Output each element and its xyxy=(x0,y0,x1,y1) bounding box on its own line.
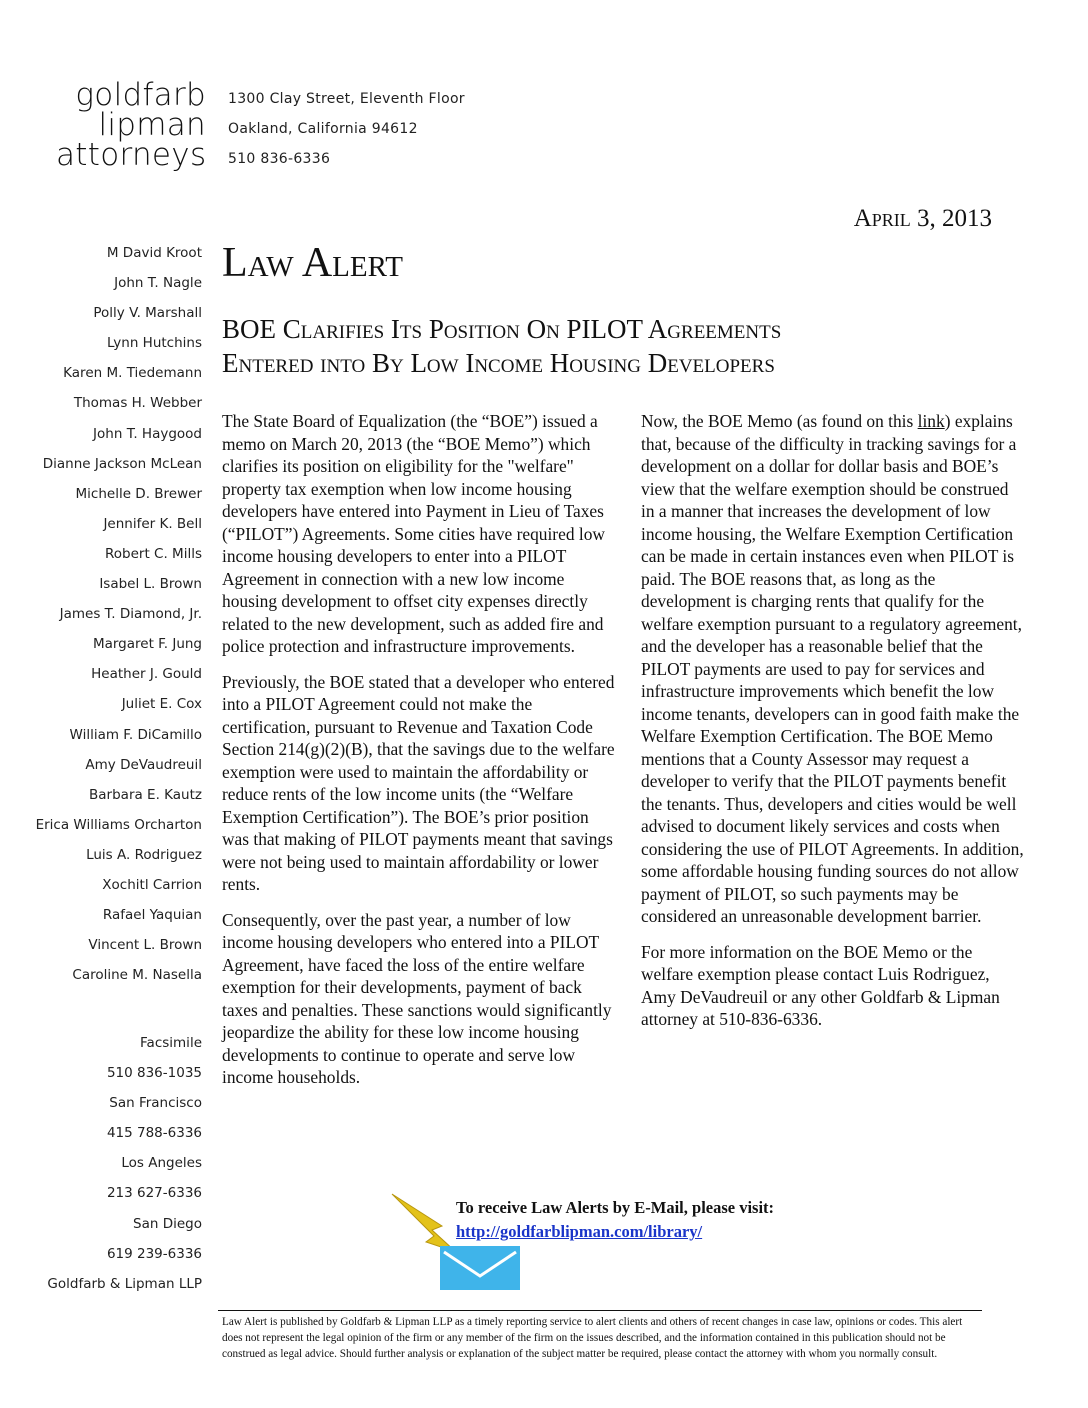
firm-name: Goldfarb & Lipman LLP xyxy=(47,1275,202,1292)
office-city: San Francisco xyxy=(109,1095,202,1112)
attorney-name: Jennifer K. Bell xyxy=(103,515,202,532)
attorney-name: James T. Diamond, Jr. xyxy=(59,606,202,623)
attorney-name: Erica Williams Orcharton xyxy=(35,816,202,833)
logo-line-attorneys: attorneys xyxy=(56,137,207,173)
address-street: 1300 Clay Street, Eleventh Floor xyxy=(228,91,465,107)
lightning-bolt-icon xyxy=(392,1194,456,1252)
attorney-name: Robert C. Mills xyxy=(105,545,202,562)
attorney-name: Thomas H. Webber xyxy=(73,395,202,412)
office-phone: 213 627-6336 xyxy=(106,1185,202,1202)
alert-date: April 3, 2013 xyxy=(853,205,992,232)
body-paragraph: The State Board of Equalization (the “BOE”) issued a memo on March 20, 2013 (the “BOE Memo”) which clarifies its position on eligibility for the "welfare" property tax exemption when low income housing developers have entered into Payment in Lieu of Taxes (“PILOT”) Agreements. Some cities have required low income housing developers to enter into a PILOT Agreement in connection with a new low income housing development to offset city expenses directly related to the new development, such as added fire and police protection and infrastructure improvements. xyxy=(222,411,605,656)
office-city: San Diego xyxy=(133,1215,202,1232)
attorney-name: Isabel L. Brown xyxy=(99,576,202,593)
email-prompt: To receive Law Alerts by E-Mail, please visit: xyxy=(456,1198,775,1217)
attorney-name: Vincent L. Brown xyxy=(88,937,202,954)
body-paragraph xyxy=(641,410,1025,928)
attorney-name: Xochitl Carrion xyxy=(102,876,202,893)
attorney-name: Juliet E. Cox xyxy=(121,696,202,713)
email-signup xyxy=(456,1196,774,1244)
firm-logo xyxy=(56,77,207,173)
address-city: Oakland, California 94612 xyxy=(228,121,418,137)
office-phone: 415 788-6336 xyxy=(106,1125,202,1142)
attorney-name: Luis A. Rodriguez xyxy=(86,846,202,863)
footer-divider xyxy=(218,1310,982,1311)
office-city: Los Angeles xyxy=(121,1155,202,1172)
page-title: Law Alert xyxy=(222,240,403,286)
address-phone: 510 836-6336 xyxy=(228,151,331,167)
article-column-right xyxy=(641,410,1025,1044)
attorney-name: Lynn Hutchins xyxy=(107,335,202,352)
logo-line-goldfarb: goldfarb xyxy=(75,77,206,113)
facsimile-label: Facsimile xyxy=(140,1035,202,1051)
article-column-left xyxy=(222,410,618,1102)
body-paragraph: Consequently, over the past year, a number of low income housing developers who entered into a PILOT Agreement, have faced the loss of the entire welfare exemption for their developments, payment of back taxes and penalties. These sanctions would significantly jeopardize the ability for these low income housing developments to continue to operate and serve low income households. xyxy=(222,909,612,1087)
attorney-name: Margaret F. Jung xyxy=(92,636,202,653)
logo-line-lipman: lipman xyxy=(98,107,206,143)
headline-line: BOE Clarifies Its Position On PILOT Agreements xyxy=(222,314,782,344)
paragraph-text: ) explains that, because of the difficulty in tracking savings for a development on a dollar for dollar basis and BOE’s view that the welfare exemption should be construed in a manner that increases the development of low income housing, the Welfare Exemption Certification can be made in certain instances even when PILOT is paid. The BOE reasons that, as long as the development is charging rents that qualify for the welfare exemption pursuant to a regulatory agreement, and the developer has a reasonable belief that the PILOT payments are used to pay for services and infrastructure improvements which benefit the low income tenants, developers can in good faith make the Welfare Exemption Certification. The BOE Memo mentions that a County Assessor may request a developer to verify that the PILOT payments benefit the tenants. Thus, developers and cities would be well advised to document likely services and costs when considering the use of PILOT Agreements. In addition, some affordable housing funding sources do not allow payment of PILOT, so such payments may be considered an unreasonable development barrier. xyxy=(641,411,1024,926)
attorney-name: Caroline M. Nasella xyxy=(72,967,202,984)
paragraph-text: Now, the BOE Memo (as found on this xyxy=(641,411,918,431)
attorney-name: Karen M. Tiedemann xyxy=(63,365,202,382)
attorney-name: John T. Nagle xyxy=(114,275,202,292)
headline-line: Entered into By Low Income Housing Developers xyxy=(222,348,775,378)
attorney-name: Barbara E. Kautz xyxy=(89,786,202,803)
firm-address xyxy=(228,88,465,178)
facsimile-number: 510 836-1035 xyxy=(106,1065,202,1082)
office-phone: 619 239-6336 xyxy=(106,1245,202,1262)
attorney-name: John T. Haygood xyxy=(93,425,202,442)
legal-disclaimer: Law Alert is published by Goldfarb & Lipman LLP as a timely reporting service to alert clients and others of recent changes in case law, opinions or codes. This alert does not represent the legal opinion of the firm or any member of the firm on the issues described, and the information contained in this publication should not be construed as legal advice. Should further analysis or explanation of the subject matter be required, please contact the attorney with whom you normally consult. xyxy=(222,1316,963,1360)
attorney-name: Dianne Jackson McLean xyxy=(42,455,202,472)
attorney-name: Amy DeVaudreuil xyxy=(85,756,202,773)
boe-memo-link[interactable]: link xyxy=(917,411,945,431)
attorney-name: Rafael Yaquian xyxy=(102,907,202,924)
attorney-name: Polly V. Marshall xyxy=(93,305,202,322)
attorney-name: M David Kroot xyxy=(106,245,202,261)
contact-paragraph: For more information on the BOE Memo or the welfare exemption please contact Luis Rodriguez, Amy DeVaudreuil or any other Goldfarb & Lipman attorney at 510-836-6336. xyxy=(641,941,1000,1029)
library-link[interactable]: http://goldfarblipman.com/library/ xyxy=(456,1222,703,1241)
office-contacts xyxy=(10,1028,202,1299)
article-headline xyxy=(222,312,982,380)
envelope-icon xyxy=(440,1246,520,1290)
body-paragraph: Previously, the BOE stated that a developer who entered into a PILOT Agreement could not make the certification, pursuant to Revenue and Taxation Code Section 214(g)(2)(B), that the savings due to the welfare exemption were used to maintain the affordability or reduce rents of the low income units (the “Welfare Exemption Certification”). The BOE’s prior position was that making of PILOT payments meant that savings were not being used to maintain affordability or lower rents. xyxy=(222,671,615,894)
attorney-name: William F. DiCamillo xyxy=(69,726,202,743)
attorney-name: Michelle D. Brewer xyxy=(75,485,202,502)
attorney-list xyxy=(10,238,202,990)
attorney-name: Heather J. Gould xyxy=(91,666,202,683)
